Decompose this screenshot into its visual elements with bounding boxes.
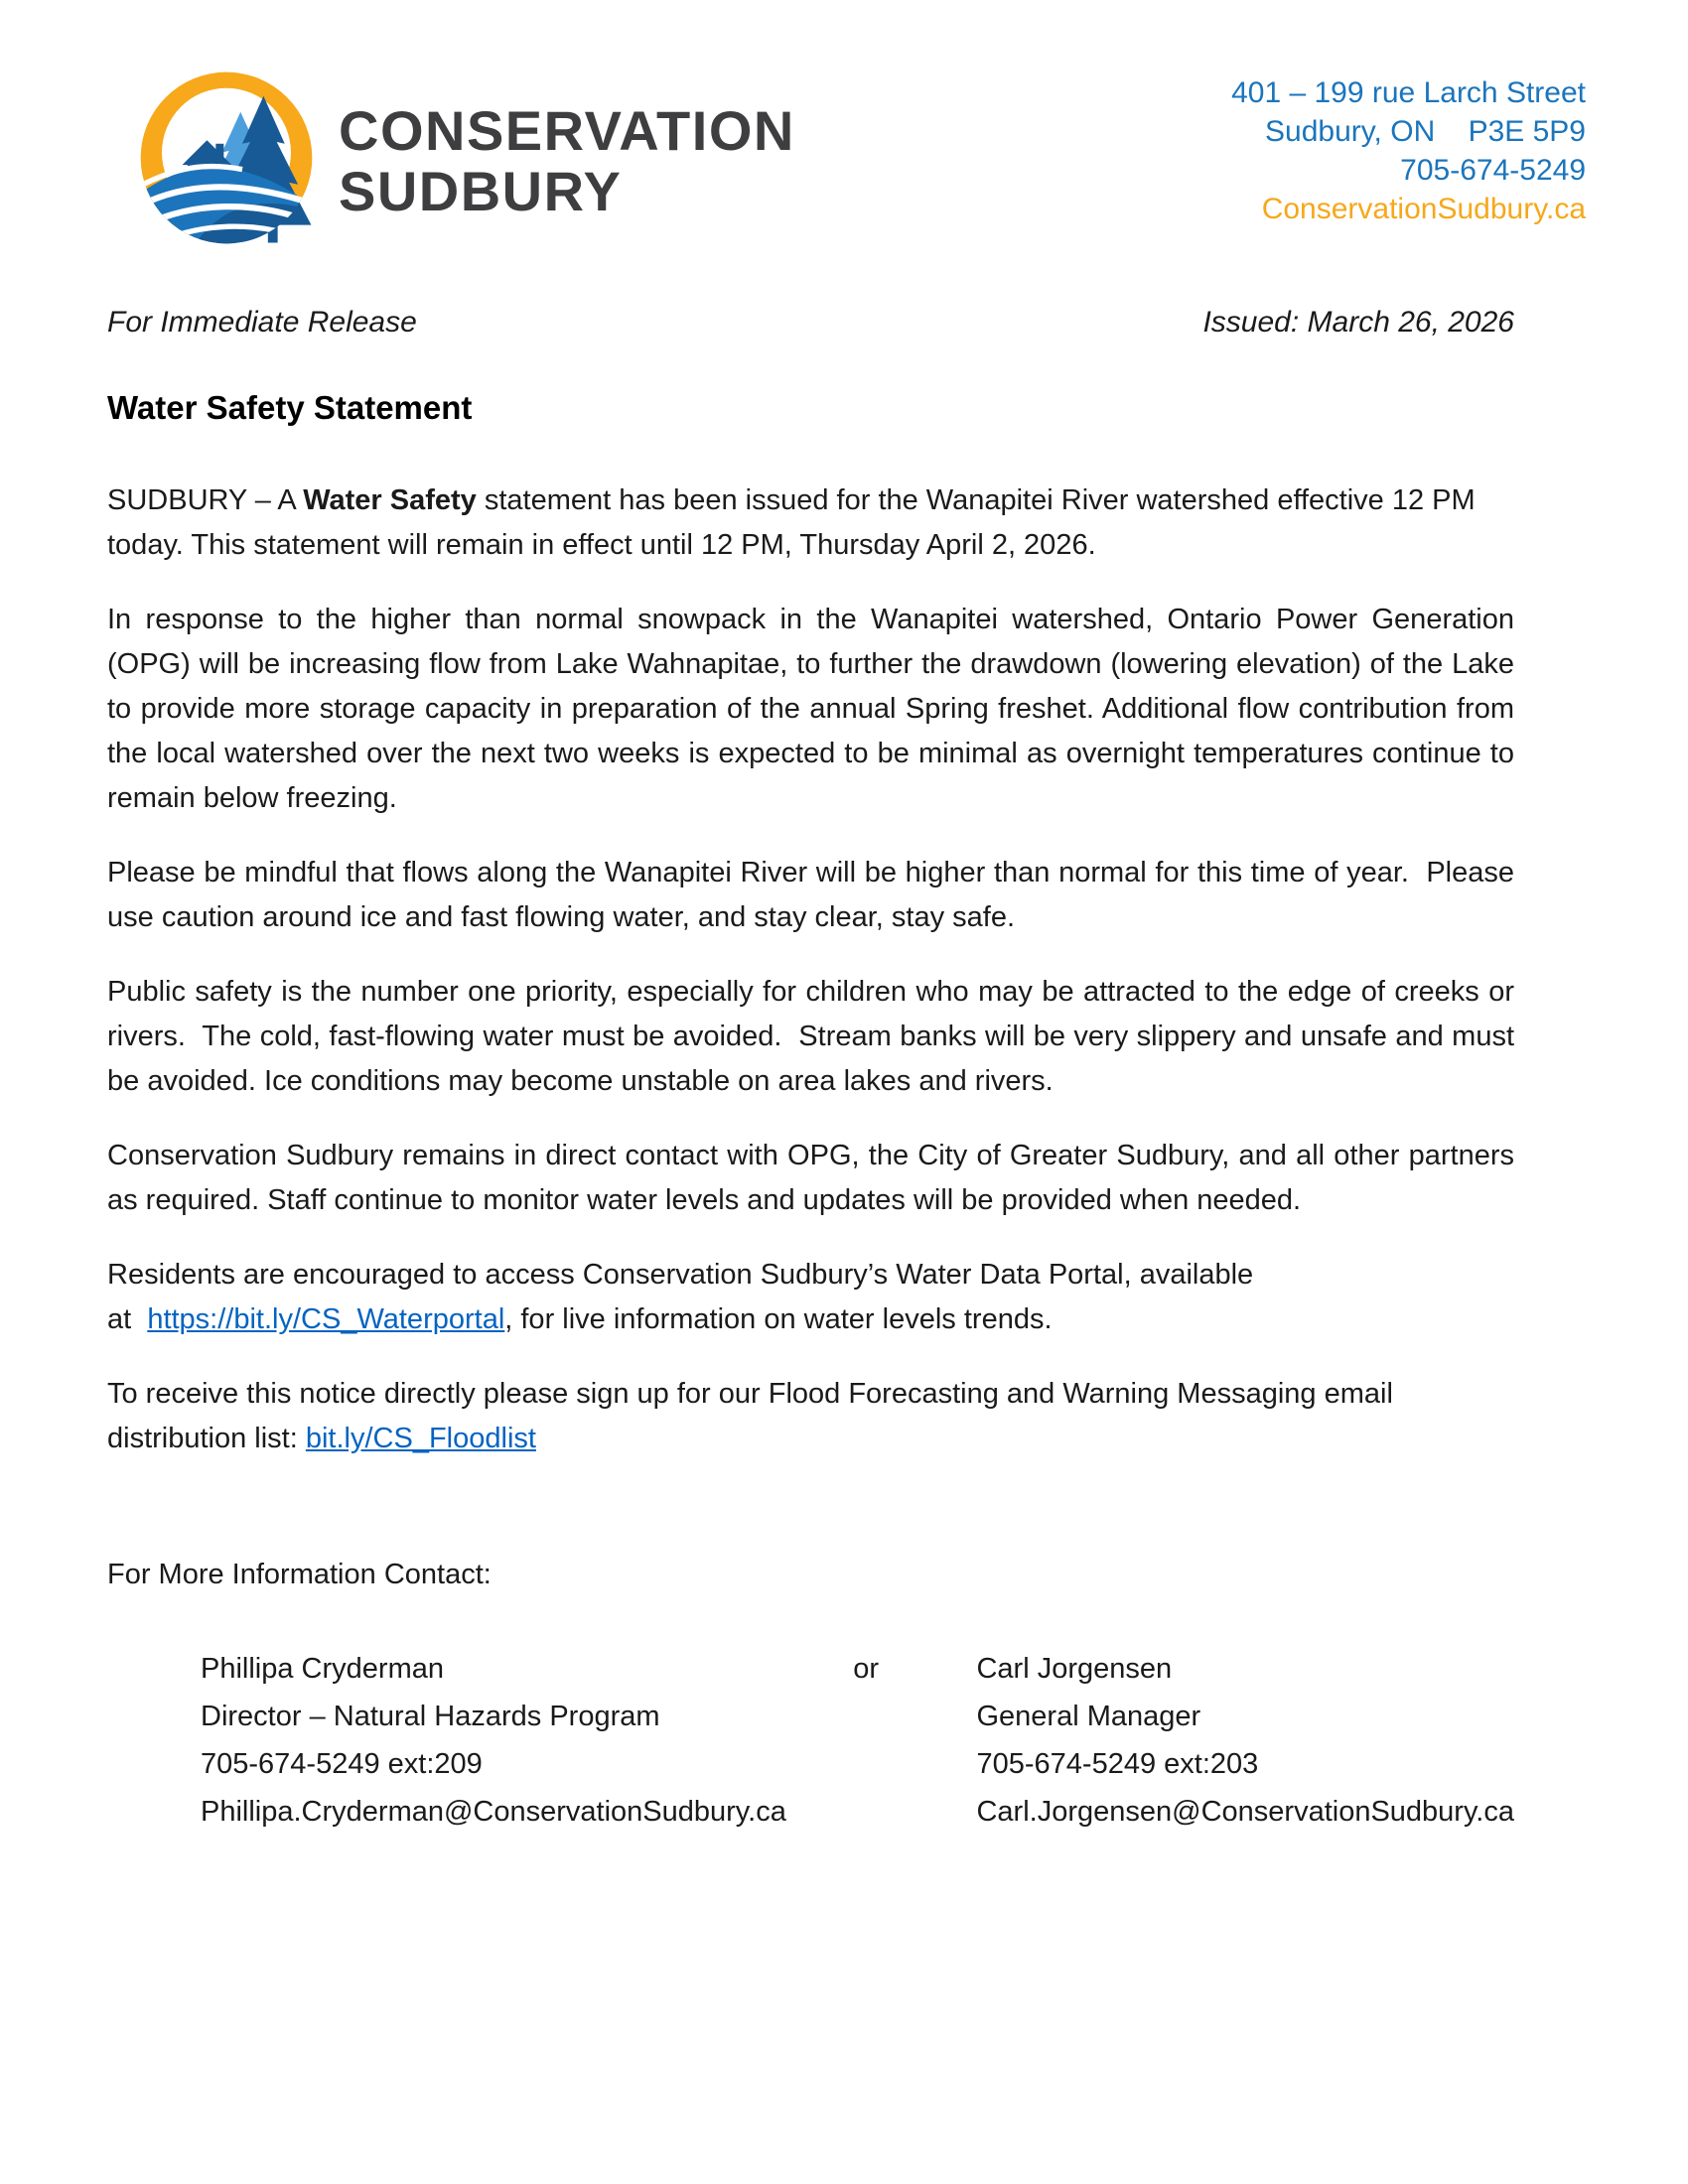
contact-right-email: Carl.Jorgensen@ConservationSudbury.ca bbox=[976, 1796, 1514, 1828]
paragraph-public-safety: Public safety is the number one priority, especially for children who may be attracted to the edge of creeks or rivers. The cold, fast-flowing water must be avoided. Stream banks will be very slippery and unsafe and must be avoided. Ice conditions may become unstable on area lakes and rivers. bbox=[107, 976, 1514, 1097]
contact-left-phone: 705-674-5249 ext:209 bbox=[201, 1748, 483, 1780]
contact-heading: For More Information Contact: bbox=[107, 1559, 492, 1590]
paragraph-caution: Please be mindful that flows along the Wanapitei River will be higher than normal for this time of year. Please use caution around ice and fast flowing water, and stay clear, stay safe. bbox=[107, 857, 1514, 933]
paragraph-water-portal bbox=[107, 1253, 1514, 1342]
paragraph-monitoring: Conservation Sudbury remains in direct contact with OPG, the City of Greater Sudbury, and all other partners as required. Staff continue to monitor water levels and updates will be provided when needed. bbox=[107, 1140, 1514, 1216]
address-city: Sudbury, ON P3E 5P9 bbox=[1265, 115, 1586, 148]
document-body bbox=[0, 306, 1688, 1836]
paragraph-summary-bold: Water Safety bbox=[303, 484, 477, 516]
contact-left-name: Phillipa Cryderman bbox=[201, 1653, 444, 1685]
paragraph-floodlist bbox=[107, 1372, 1514, 1461]
contact-right-title: General Manager bbox=[976, 1701, 1201, 1732]
contact-left-title: Director – Natural Hazards Program bbox=[201, 1701, 660, 1732]
website-link[interactable]: ConservationSudbury.ca bbox=[1261, 193, 1586, 225]
page-title: Water Safety Statement bbox=[107, 389, 473, 426]
paragraph-summary bbox=[107, 478, 1514, 568]
water-portal-post: , for live information on water levels trends. bbox=[504, 1303, 1053, 1335]
water-portal-line1: Residents are encouraged to access Conservation Sudbury’s Water Data Portal, available bbox=[107, 1259, 1254, 1291]
contact-right bbox=[976, 1645, 1514, 1836]
contact-left bbox=[201, 1645, 853, 1836]
waterportal-link[interactable]: https://bit.ly/CS_Waterportal bbox=[147, 1303, 505, 1335]
contact-columns bbox=[107, 1645, 1514, 1836]
header bbox=[0, 0, 1688, 246]
logo-wordmark bbox=[339, 94, 795, 221]
contact-right-name: Carl Jorgensen bbox=[976, 1653, 1173, 1685]
water-portal-line2-pre: at bbox=[107, 1303, 148, 1335]
address-street: 401 – 199 rue Larch Street bbox=[1231, 76, 1586, 109]
logo bbox=[138, 69, 795, 246]
logo-wordmark-line1: CONSERVATION bbox=[339, 99, 795, 162]
conservation-sudbury-logo-icon bbox=[138, 69, 315, 246]
address-block bbox=[1231, 69, 1586, 228]
contact-right-phone: 705-674-5249 ext:203 bbox=[976, 1748, 1259, 1780]
release-meta-row bbox=[107, 306, 1514, 340]
logo-wordmark-line2: SUDBURY bbox=[339, 160, 623, 222]
issued-date: Issued: March 26, 2026 bbox=[1202, 306, 1514, 339]
contact-separator: or bbox=[853, 1653, 880, 1685]
floodlist-pre: To receive this notice directly please sign up for our Flood Forecasting and Warning Messaging email distribution list: bbox=[107, 1378, 1393, 1454]
paragraph-summary-pre: SUDBURY – A bbox=[107, 484, 304, 516]
release-label: For Immediate Release bbox=[107, 306, 417, 339]
floodlist-link[interactable]: bit.ly/CS_Floodlist bbox=[305, 1423, 536, 1454]
address-phone: 705-674-5249 bbox=[1400, 154, 1586, 187]
paragraph-opg-flow: In response to the higher than normal snowpack in the Wanapitei watershed, Ontario Power Generation (OPG) will be increasing flow from Lake Wahnapitae, to further the drawdown (lowering elevation) of the Lake to provide more storage capacity in preparation of the annual Spring freshet. Additional flow contribution from the local watershed over the next two weeks is expected to be minimal as overnight temperatures continue to remain below freezing. bbox=[107, 604, 1514, 814]
paragraph-summary-post: statement has been issued for the Wanapitei River watershed effective 12 PM today. This statement will remain in effect until 12 PM, Thursday April 2, 2026. bbox=[107, 484, 1476, 561]
contact-left-email: Phillipa.Cryderman@ConservationSudbury.ca bbox=[201, 1796, 786, 1828]
